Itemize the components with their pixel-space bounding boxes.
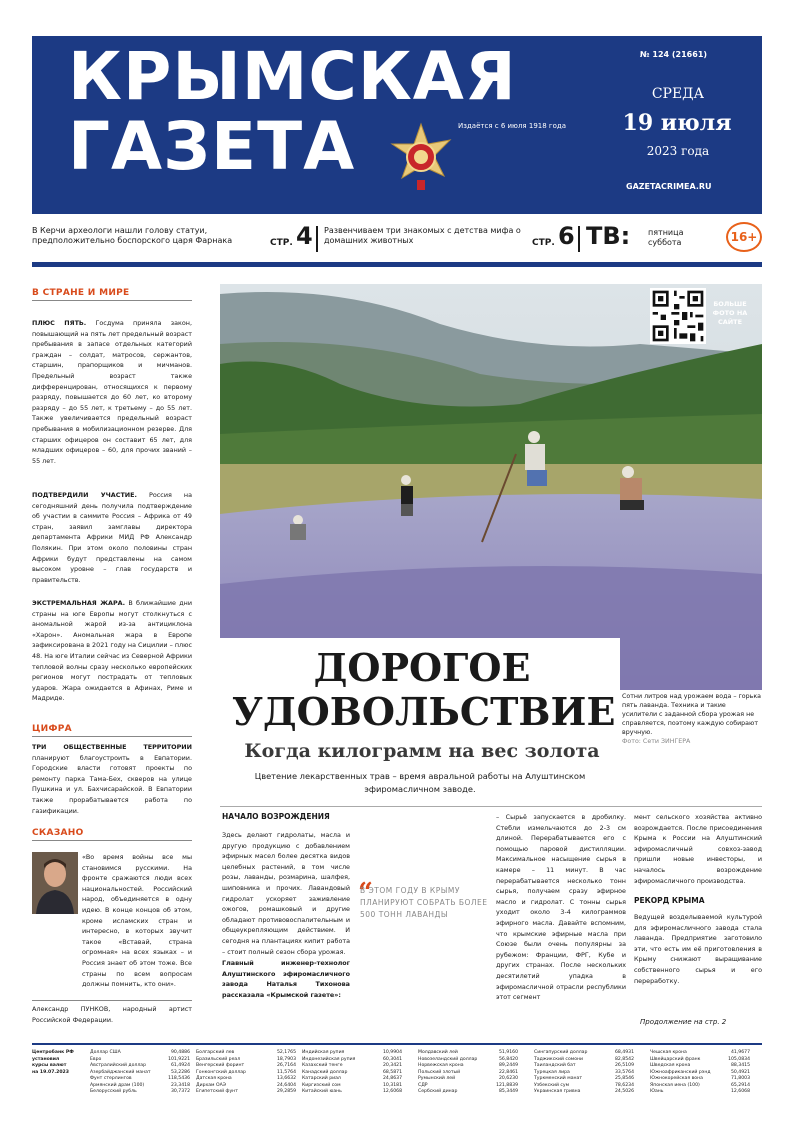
currency-name: Киргизский сом: [302, 1082, 341, 1088]
currency-row: [534, 1089, 634, 1096]
title-line-2: ГАЗЕТА: [68, 108, 356, 185]
currency-rate: 12,6068: [731, 1089, 750, 1094]
currency-name: Польский злотый: [418, 1069, 461, 1075]
currency-row: [418, 1089, 518, 1096]
website-link[interactable]: GAZETACRIMEA.RU: [626, 182, 712, 191]
lavender-field-photo: [220, 284, 762, 690]
currency-name: Чешская крона: [650, 1050, 687, 1055]
currency-name: Новозеландский доллар: [418, 1056, 478, 1062]
currency-rate: 89,2449: [499, 1063, 518, 1068]
currency-rate: 121,8839: [496, 1082, 518, 1088]
footer-intro-line: курсы валют: [32, 1063, 67, 1068]
currency-rate: 78,6234: [615, 1082, 634, 1088]
currency-name: Евро: [90, 1056, 102, 1062]
age-rating-badge: 16+: [726, 222, 762, 252]
news-item-2: [32, 490, 192, 585]
currency-rate: 68,4931: [615, 1050, 634, 1055]
currency-rate: 82,8542: [615, 1056, 634, 1062]
currency-rate: 20,3421: [383, 1063, 402, 1068]
currency-name: Узбекский сум: [534, 1082, 570, 1088]
article-subheadline: Когда килограмм на вес золота: [244, 740, 600, 762]
since-text: Издаётся с 6 июля 1918 года: [458, 122, 566, 130]
currency-name: Азербайджанский манат: [90, 1069, 151, 1075]
currency-column: [650, 1050, 750, 1096]
photo-credit: Фото: Сети ЗИНГЕРА: [622, 738, 691, 745]
currency-column: [534, 1050, 634, 1096]
continued-link[interactable]: Продолжение на стр. 2: [640, 1018, 727, 1026]
currency-column: [196, 1050, 296, 1096]
currency-name: Индонезийская рупия: [302, 1056, 356, 1062]
col2-text: – Сырьё запускается в дробилку. Стебли измельчаются до 2-3 см длиной. Перерабатывается его с помощью паровой дистилляции. Максимальное насыщение сырья в камере – 11 минут. В час перерабатывается несколько тонн сырья, получаем сразу эфирное масло и гидролат. С тонны сырья уходит около 3-4 килограммов эфирного масла. Давайте вспомним, что крымские эфирные масла при Союзе были очень популярны за рубежом: Франции, ФРГ, Кубе и других странах. После нескольких десятилетий упадка в эфиромасличной отрасли республики этот сегмент: [496, 813, 626, 1002]
currency-rate: 65,2914: [731, 1082, 750, 1088]
currency-rate: 20,6230: [499, 1076, 518, 1081]
article-rule: [220, 806, 762, 807]
masthead: [32, 36, 762, 214]
headline-line-1: ДОРОГОЕ: [313, 645, 531, 690]
currency-rate: 60,3041: [383, 1056, 402, 1062]
caption-text: Сотни литров над урожаем вода – горька пять лавандa. Техника и такие усилители с заданной сбора урожая не справляется, поэтому каждую собирают вручную.: [622, 693, 761, 736]
teaser-1-text[interactable]: В Керчи археологи нашли голову статуи, предположительно боспорского царя Фарнака: [32, 226, 233, 245]
more-photos-label[interactable]: БОЛЬШЕ ФОТО НА САЙТЕ: [712, 300, 748, 326]
news-item-3-head: ЭКСТРЕМАЛЬНАЯ ЖАРА.: [32, 599, 126, 607]
order-emblem-icon: [384, 122, 458, 196]
currency-name: Гонконгский доллар: [196, 1069, 246, 1075]
section-rule: [32, 736, 192, 737]
currency-name: Белорусский рубль: [90, 1089, 137, 1094]
currency-name: Южноафриканский рэнд: [650, 1069, 711, 1075]
currency-name: СДР: [418, 1082, 428, 1088]
currency-rate: 71,8003: [731, 1076, 750, 1081]
col3-subheading: РЕКОРД КРЫМА: [634, 896, 705, 905]
news-item-4: [32, 742, 192, 816]
footer-intro-line: на 19.07.2023: [32, 1069, 69, 1075]
currency-rate: 10,3181: [383, 1082, 402, 1088]
qr-code-icon[interactable]: [650, 288, 706, 344]
currency-name: Казахский тенге: [302, 1063, 343, 1068]
currency-rate: 26,5109: [615, 1063, 634, 1068]
currency-name: Армянский драм (100): [90, 1082, 145, 1088]
currency-name: Румынский лей: [418, 1076, 456, 1081]
currency-rate: 105,0834: [728, 1056, 750, 1062]
pull-quote: В ЭТОМ ГОДУ В КРЫМУ ПЛАНИРУЮТ СОБРАТЬ БОЛЕЕ 500 ТОНН ЛАВАНДЫ: [360, 886, 488, 919]
tv-label[interactable]: ТВ:: [586, 222, 631, 250]
currency-rate: 29,2859: [277, 1089, 296, 1094]
currency-rate: 51,9160: [499, 1050, 518, 1055]
news-item-3: [32, 598, 192, 704]
section-heading-said: СКАЗАНО: [32, 828, 84, 838]
currency-rate: 101,9221: [168, 1056, 190, 1062]
currency-rate: 26,7164: [277, 1063, 296, 1068]
news-item-1-text: Госдума приняла закон, повышающий на пять лет предельный возраст пребывания в запасе отдельных категорий граждан – солдат, матросов, сержантов, старшин, прапорщиков и мичманов. Предельный возраст также дифференцирован, относящихся к первому разряду, повышается до 60 лет, ко второму разряду – до 55 лет, к третьему – до 55 лет. Также увеличивается предельный возраст пребывания в мобилизационном резерве. Для старших офицеров он составит 65 лет, для младших офицеров – 60, для прочих званий – 55 лет.: [32, 319, 192, 465]
currency-rate: 50,4921: [731, 1069, 750, 1075]
currency-name: Египетский фунт: [196, 1089, 238, 1094]
currency-rate: 24,6404: [277, 1082, 296, 1088]
tv-days: пятница суббота: [648, 228, 684, 247]
currency-rate: 85,3449: [499, 1089, 518, 1094]
currency-name: Японская иена (100): [650, 1082, 700, 1088]
currency-name: Молдавский лей: [418, 1050, 458, 1055]
currency-name: Канадский доллар: [302, 1069, 348, 1075]
teaser-2-page: 6: [558, 222, 575, 250]
currency-row: [90, 1089, 190, 1096]
quote-mark-icon: “: [358, 878, 373, 908]
teaser-1-page-label: СТР.: [270, 238, 293, 248]
title-line-1: КРЫМСКАЯ: [68, 38, 517, 115]
currency-name: Туркменский манат: [534, 1076, 583, 1081]
currency-name: Катарский риал: [302, 1076, 341, 1081]
currency-rate: 118,5436: [168, 1076, 190, 1081]
currency-rate: 88,3415: [731, 1063, 750, 1068]
currency-rate: 90,4886: [171, 1050, 190, 1055]
col3-text: мент сельского хозяйства активно возрождается. После присоединения Крыма к России на Алуштинский эфиромасличный совхоз-завод пришли новые инвесторы, и началось возрождение эфиромасличного производства.: [634, 813, 762, 885]
currency-name: Фунт стерлингов: [90, 1076, 132, 1081]
news-item-1: [32, 318, 192, 466]
currency-rate: 24,5026: [615, 1089, 634, 1094]
currency-rate: 41,9677: [731, 1050, 750, 1055]
currency-name: Доллар США: [90, 1050, 121, 1055]
currency-name: Шведская крона: [650, 1063, 691, 1068]
currency-rate: 24,8637: [383, 1076, 402, 1081]
news-item-3-text: В ближайшие дни страны на юге Европы могут столкнуться с аномальной жарой из-за антициклона «Харон». Аномальная жара в Европе зафиксирована в 2021 году на Сицилии – плюс 48. На юге Италии сейчас из Северной Африки тепловой волны сразу несколько европейских регионов могут пострадать от тепловых ударов. Жара ожидается в Афинах, Риме и Мадриде.: [32, 599, 192, 703]
currency-name: Юань: [650, 1089, 664, 1094]
quote-text: «Во время войны все мы становимся русскими. На фронте сражаются люди всех национальностей. Российский народ, объединяется в одну идею. В конце концов об этом, кроме исламских стран и интересно, в которых звучит такое «Вставай, страна огромная» на всех языках – и Россия знает об этом тоже. Все страны по всем вопросам должны помнить, кто они».: [82, 853, 192, 989]
currency-name: Бразильский реал: [196, 1056, 241, 1062]
teaser-2-text[interactable]: Развенчиваем три знакомых с детства мифа о домашних животных: [324, 226, 521, 245]
quote-author: Александр ПУНКОВ, народный артист Российской Федерации.: [32, 1005, 192, 1024]
currency-name: Дирхам ОАЭ: [196, 1082, 226, 1088]
headline-line-2: УДОВОЛЬСТВИЕ: [232, 689, 616, 734]
issue-number: № 124 (21661): [640, 50, 708, 59]
currency-name: Китайский юань: [302, 1089, 342, 1094]
currency-name: Индийская рупия: [302, 1050, 345, 1055]
currency-rate: 30,7372: [171, 1089, 190, 1094]
article-lead: Цветение лекарственных трав – время авральной работы на Алуштинском эфиромасличном заводе.: [254, 771, 586, 794]
news-item-4-head: ТРИ ОБЩЕСТВЕННЫЕ ТЕРРИТОРИИ: [32, 743, 192, 751]
currency-rate: 52,1765: [277, 1050, 296, 1055]
currency-row: [302, 1089, 402, 1096]
news-item-2-text: Россия на сегодняшний день получила подтверждение об участии в саммите Россия – Африка от 49 стран, заявил замглавы директора департамента Африки МИД РФ Александр Полякин. При этом около половины стран Африки будут представлены на самом высоком уровне – глав государств и правительств.: [32, 491, 192, 584]
divider: [578, 226, 580, 252]
currency-rate: 33,5764: [615, 1069, 634, 1075]
currency-rate: 10,9904: [383, 1050, 402, 1055]
currency-column: [302, 1050, 402, 1096]
teaser-1-page: 4: [296, 222, 313, 250]
currency-rate: 61,4924: [171, 1063, 190, 1068]
col1-sign: Главный инженер-технолог Алуштинского эфиромасличного завода Наталья Тихонова рассказала «Крымской газете»:: [222, 959, 350, 999]
news-item-2-head: ПОДТВЕРДИЛИ УЧАСТИЕ.: [32, 491, 137, 499]
currency-rate: 18,7903: [277, 1056, 296, 1062]
currency-name: Австралийский доллар: [90, 1063, 147, 1068]
currency-rate: 22,8461: [499, 1069, 518, 1075]
currency-rate: 25,8546: [615, 1076, 634, 1081]
author-portrait: [32, 852, 78, 914]
currency-name: Южнокорейская вона: [650, 1076, 703, 1081]
article-headline: [232, 645, 616, 734]
currency-rate: 56,8420: [499, 1056, 518, 1062]
issue-date: 19 июля: [622, 110, 732, 136]
section-rule: [32, 840, 192, 841]
currency-name: Болгарский лев: [196, 1050, 235, 1055]
currency-name: Венгерский форинт: [196, 1063, 245, 1068]
section-rule: [32, 300, 192, 301]
currency-name: Таиландский бат: [534, 1063, 576, 1068]
currency-rate: 68,5871: [383, 1069, 402, 1075]
currency-name: Норвежская крона: [418, 1063, 464, 1068]
footer-intro-line: установил: [32, 1056, 60, 1062]
currency-rate: 13,6632: [277, 1076, 296, 1081]
currency-name: Таджикский сомони: [534, 1056, 584, 1062]
currency-name: Швейцарский франк: [650, 1056, 701, 1062]
issue-day: СРЕДА: [651, 86, 705, 102]
header-rule: [32, 262, 762, 267]
currency-name: Украинская гривна: [534, 1089, 581, 1094]
section-heading-country-world: В СТРАНЕ И МИРЕ: [32, 288, 130, 298]
divider: [316, 226, 318, 252]
news-item-4-text: планируют благоустроить в Евпатории. Городские власти готовят проекты по ремонту парка Тама-Бех, скверов на улице Пушкина и ул. Бахчисарайской. В Евпатории также прорабатывается работа по газификации.: [32, 753, 192, 815]
currency-row: [196, 1089, 296, 1096]
col1-subheading: НАЧАЛО ВОЗРОЖДЕНИЯ: [222, 812, 330, 821]
section-heading-figure: ЦИФРА: [32, 724, 72, 734]
footer-rule: [32, 1043, 762, 1045]
currency-rate: 11,5764: [277, 1069, 296, 1075]
news-item-1-head: ПЛЮС ПЯТЬ.: [32, 319, 87, 327]
currency-rate: 23,3418: [171, 1082, 190, 1088]
currency-name: Сербский динар: [418, 1089, 458, 1094]
photo-caption: [622, 692, 762, 746]
footer-intro-line: Центробанк РФ: [32, 1050, 74, 1055]
currency-rate: 53,2286: [171, 1069, 190, 1075]
col3-text-2: Ведущей возделываемой культурой для эфиромасличного завода стала лаванда. Предприятие заготовило эти, что есть им её приготовления в Крыму снижают выращивание собственного сырья и его переработку.: [634, 913, 762, 985]
section-rule: [32, 1000, 192, 1001]
currency-name: Сингапурский доллар: [534, 1050, 588, 1055]
col1-text: Здесь делают гидролаты, масла и другую продукцию с добавлением эфирных масел более десятка видов целебных растений, в том числе розы, лаванды, розмарина, шалфея, шиповника и прочих. Лавандовый гидролат ускоряет заживление ожогов, ромашковый и другие обладают противовоспалительным и общеукрепляющим действием. И сегодня на плантациях кипит работа – стоит полный сезон сбора урожая.: [222, 831, 350, 956]
teaser-2-page-label: СТР.: [532, 238, 555, 248]
currency-column: [418, 1050, 518, 1096]
currency-row: [650, 1089, 750, 1096]
footer-currency-intro: [32, 1050, 84, 1076]
currency-rate: 12,6068: [383, 1089, 402, 1094]
currency-name: Турецкая лира: [534, 1069, 570, 1075]
currency-column: [90, 1050, 190, 1096]
currency-name: Датская крона: [196, 1076, 232, 1081]
issue-year: 2023 года: [646, 144, 710, 158]
